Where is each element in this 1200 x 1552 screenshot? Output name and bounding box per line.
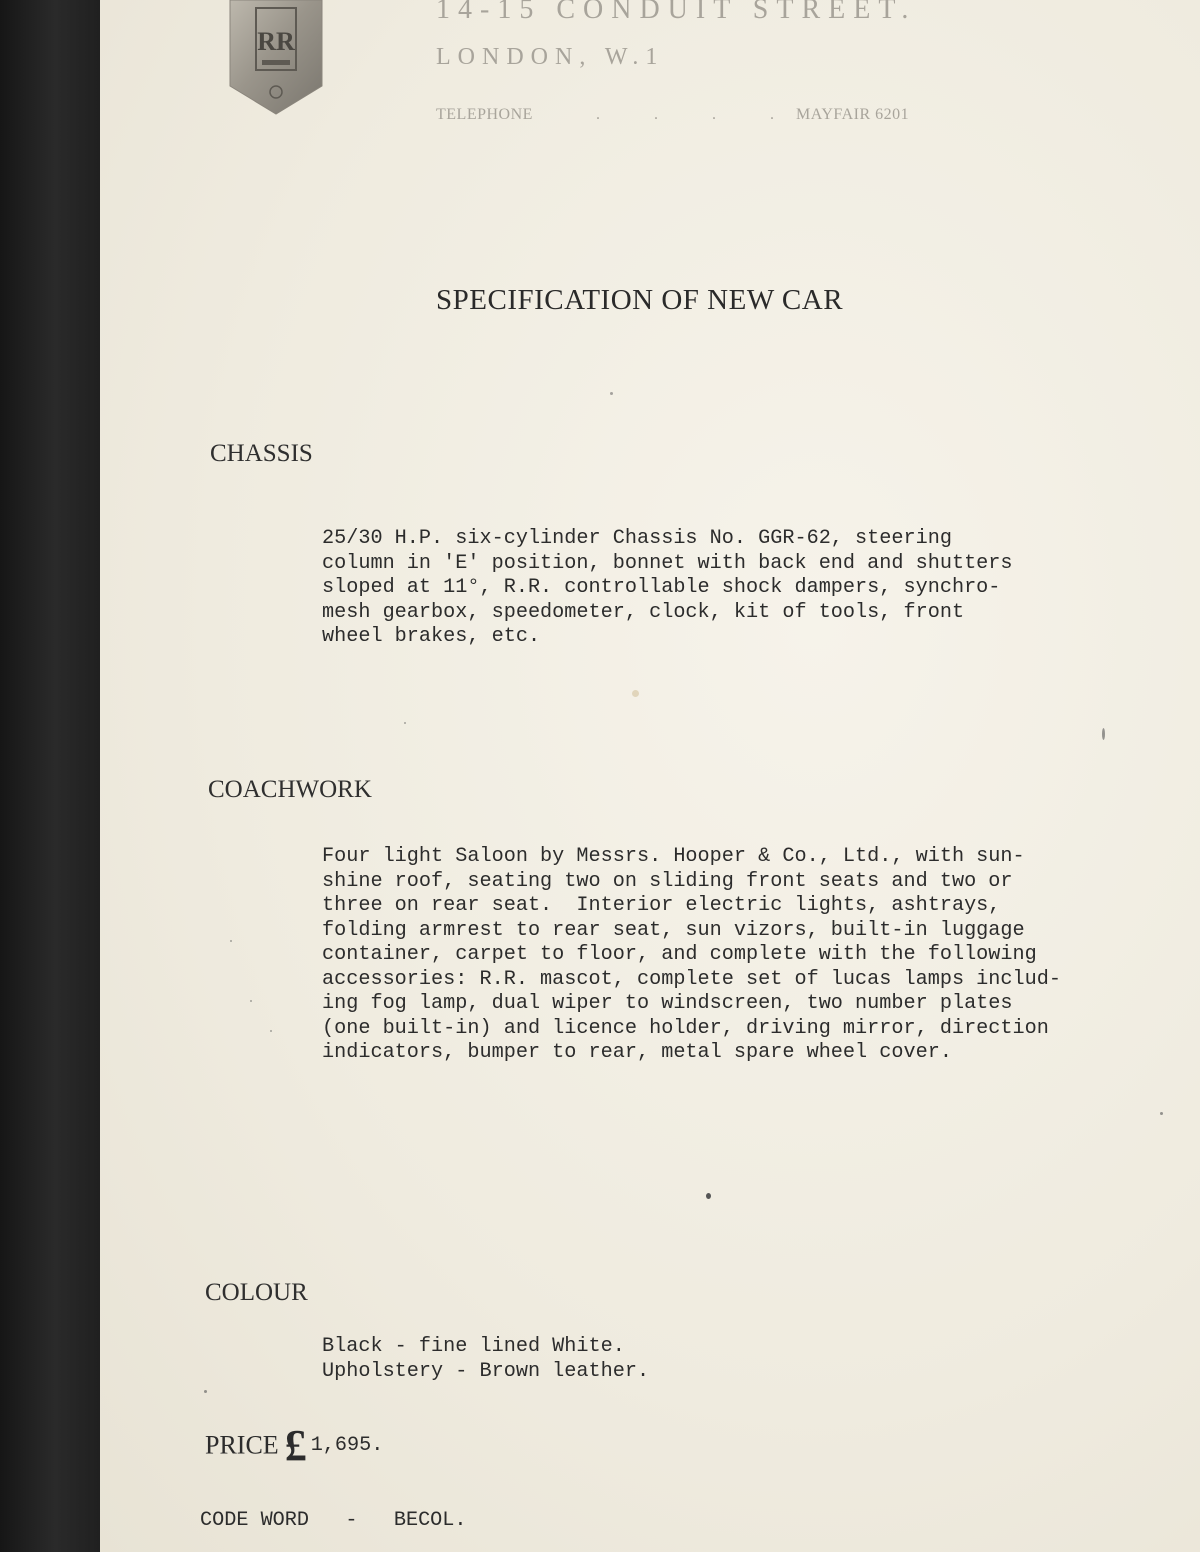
code-word-separator: - xyxy=(345,1509,358,1532)
colour-heading: COLOUR xyxy=(205,1279,308,1306)
paper-speck xyxy=(404,722,406,724)
code-word-label: CODE WORD xyxy=(200,1509,310,1532)
binder-strip xyxy=(0,0,100,1552)
coachwork-text: Four light Saloon by Messrs. Hooper & Co., Ltd., with sun- shine roof, seating two on sliding front seats and two or three on rear seat. Interior electric lights, ashtrays, folding armrest to rear seat, sun vizors, built-in luggage container, carpet to floor, and complete with the following accessories: R.R. mascot, complete set of lucas lamps includ- ing fog lamp, dual wiper to windscreen, two number plates (one built-in) and licence holder, driving mirror, direction indicators, bumper to rear, metal spare wheel cover. xyxy=(322,845,1061,1064)
paper-speck xyxy=(204,1390,207,1393)
paper-speck xyxy=(632,690,639,697)
chassis-heading: CHASSIS xyxy=(210,440,313,467)
pound-sign: £ xyxy=(284,1421,307,1470)
paper-speck xyxy=(230,940,232,942)
paper-speck xyxy=(1102,728,1105,740)
letterhead-telephone-label: TELEPHONE xyxy=(436,106,533,123)
code-word-value: BECOL. xyxy=(393,1509,467,1532)
letterhead-address-line1: 14-15 CONDUIT STREET. xyxy=(436,0,917,25)
svg-text:RR: RR xyxy=(257,27,295,56)
letterhead-telephone-number: MAYFAIR 6201 xyxy=(796,106,910,123)
coachwork-heading: COACHWORK xyxy=(208,776,372,803)
paper-speck xyxy=(610,392,613,395)
letterhead-telephone-leader: . . . . xyxy=(596,106,799,123)
price-label: PRICE xyxy=(205,1430,279,1460)
document-title: SPECIFICATION OF NEW CAR xyxy=(436,284,844,316)
paper-speck xyxy=(1160,1112,1163,1115)
chassis-text: 25/30 H.P. six-cylinder Chassis No. GGR-62, steering column in 'E' position, bonnet with back end and shutters sloped at 11°, R.R. controllable shock dampers, synchro- mesh gearbox, speedometer, clock, kit of tools, front wheel brakes, etc. xyxy=(322,527,1013,648)
rolls-royce-badge-logo xyxy=(226,0,326,116)
price-amount: 1,695. xyxy=(310,1434,384,1457)
price-row xyxy=(205,1420,383,1471)
paper-speck xyxy=(270,1030,272,1032)
colour-text: Black - fine lined White. Upholstery - Brown leather. xyxy=(322,1335,650,1383)
code-word-row xyxy=(200,1509,467,1532)
letterhead-address-line2: LONDON, W.1 xyxy=(436,44,665,70)
paper-speck xyxy=(250,1000,252,1002)
paper-speck xyxy=(706,1193,711,1199)
